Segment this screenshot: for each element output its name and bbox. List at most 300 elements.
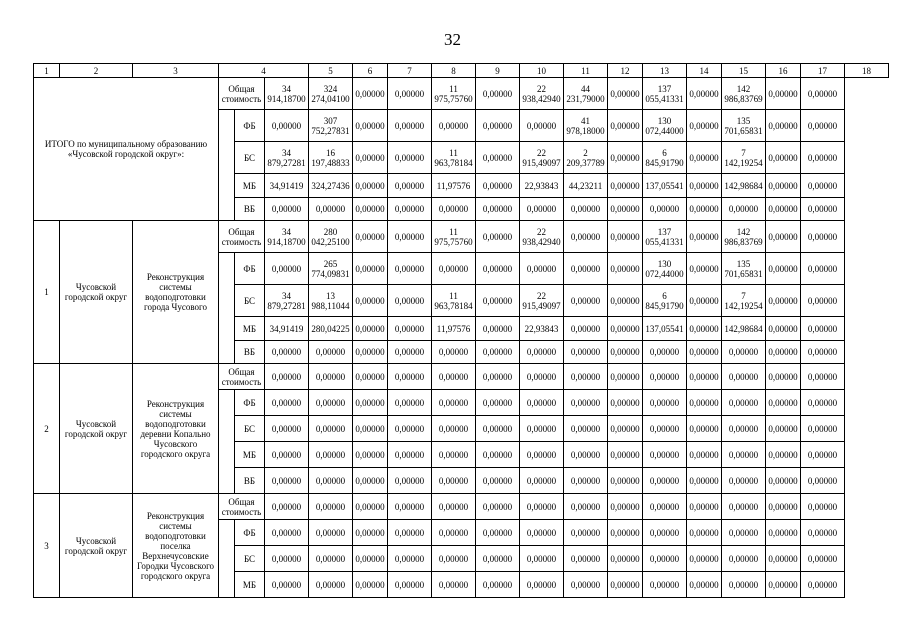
header-cell: 7 bbox=[388, 64, 432, 78]
value-cell: 0,00000 bbox=[388, 78, 432, 110]
value-cell: 0,00000 bbox=[766, 78, 801, 110]
value-cell: 0,00000 bbox=[476, 253, 520, 285]
value-cell: 0,00000 bbox=[722, 364, 766, 390]
value-cell: 0,00000 bbox=[476, 341, 520, 364]
value-cell: 0,00000 bbox=[608, 442, 643, 468]
value-cell: 0,00000 bbox=[766, 317, 801, 341]
header-cell: 13 bbox=[643, 64, 687, 78]
value-cell: 0,00000 bbox=[388, 390, 432, 416]
value-cell: 130 072,44000 bbox=[643, 253, 687, 285]
value-cell: 0,00000 bbox=[766, 198, 801, 221]
source-label: МБ bbox=[235, 572, 265, 598]
source-label: БС bbox=[235, 546, 265, 572]
value-cell: 137,05541 bbox=[643, 174, 687, 198]
value-cell: 0,00000 bbox=[766, 110, 801, 142]
value-cell: 0,00000 bbox=[564, 285, 608, 317]
value-cell: 0,00000 bbox=[476, 142, 520, 174]
including-label bbox=[219, 253, 235, 364]
header-cell: 6 bbox=[353, 64, 388, 78]
value-cell: 0,00000 bbox=[722, 442, 766, 468]
value-cell: 0,00000 bbox=[353, 442, 388, 468]
value-cell: 34 879,27281 bbox=[265, 285, 309, 317]
value-cell: 0,00000 bbox=[766, 341, 801, 364]
value-cell: 0,00000 bbox=[353, 416, 388, 442]
value-cell: 0,00000 bbox=[687, 520, 722, 546]
page-number: 32 bbox=[444, 30, 461, 49]
value-cell: 0,00000 bbox=[353, 468, 388, 494]
value-cell: 0,00000 bbox=[564, 416, 608, 442]
value-cell: 0,00000 bbox=[520, 494, 564, 520]
header-cell: 10 bbox=[520, 64, 564, 78]
value-cell: 0,00000 bbox=[801, 390, 845, 416]
value-cell: 0,00000 bbox=[564, 317, 608, 341]
value-cell: 0,00000 bbox=[608, 390, 643, 416]
value-cell: 0,00000 bbox=[766, 572, 801, 598]
value-cell: 142 986,83769 bbox=[722, 78, 766, 110]
value-cell: 130 072,44000 bbox=[643, 110, 687, 142]
source-label: ВБ bbox=[235, 341, 265, 364]
value-cell: 0,00000 bbox=[608, 142, 643, 174]
header-cell: 2 bbox=[60, 64, 133, 78]
value-cell: 0,00000 bbox=[608, 572, 643, 598]
value-cell: 0,00000 bbox=[801, 572, 845, 598]
value-cell: 0,00000 bbox=[643, 572, 687, 598]
value-cell: 0,00000 bbox=[608, 416, 643, 442]
value-cell: 0,00000 bbox=[608, 78, 643, 110]
value-cell: 0,00000 bbox=[353, 285, 388, 317]
value-cell: 11 975,75760 bbox=[432, 78, 476, 110]
value-cell: 0,00000 bbox=[801, 520, 845, 546]
value-cell: 0,00000 bbox=[564, 468, 608, 494]
value-cell: 0,00000 bbox=[520, 572, 564, 598]
value-cell: 0,00000 bbox=[432, 110, 476, 142]
value-cell: 0,00000 bbox=[608, 364, 643, 390]
object-name: Реконструкция системы водоподготовки деревни Копально Чусовского городского округа bbox=[133, 364, 219, 494]
header-cell: 1 bbox=[34, 64, 60, 78]
value-cell: 0,00000 bbox=[265, 341, 309, 364]
value-cell: 0,00000 bbox=[388, 442, 432, 468]
value-cell: 137 055,41331 bbox=[643, 221, 687, 253]
value-cell: 0,00000 bbox=[388, 253, 432, 285]
value-cell: 0,00000 bbox=[687, 142, 722, 174]
header-cell: 18 bbox=[845, 64, 889, 78]
value-cell: 0,00000 bbox=[353, 110, 388, 142]
value-cell: 0,00000 bbox=[520, 198, 564, 221]
value-cell: 0,00000 bbox=[643, 364, 687, 390]
value-cell: 135 701,65831 bbox=[722, 110, 766, 142]
value-cell: 22,93843 bbox=[520, 317, 564, 341]
value-cell: 0,00000 bbox=[309, 546, 353, 572]
value-cell: 0,00000 bbox=[564, 494, 608, 520]
value-cell: 0,00000 bbox=[388, 285, 432, 317]
value-cell: 0,00000 bbox=[766, 520, 801, 546]
value-cell: 0,00000 bbox=[643, 416, 687, 442]
value-cell: 0,00000 bbox=[687, 546, 722, 572]
value-cell: 0,00000 bbox=[432, 468, 476, 494]
value-cell: 0,00000 bbox=[564, 546, 608, 572]
value-cell: 0,00000 bbox=[643, 198, 687, 221]
value-cell: 0,00000 bbox=[353, 198, 388, 221]
value-cell: 0,00000 bbox=[564, 520, 608, 546]
value-cell: 0,00000 bbox=[687, 317, 722, 341]
source-label: ФБ bbox=[235, 390, 265, 416]
value-cell: 0,00000 bbox=[432, 494, 476, 520]
value-cell: 0,00000 bbox=[353, 341, 388, 364]
total-cost-label: Общая стоимость bbox=[219, 78, 265, 110]
value-cell: 0,00000 bbox=[722, 416, 766, 442]
value-cell: 0,00000 bbox=[388, 341, 432, 364]
value-cell: 0,00000 bbox=[722, 390, 766, 416]
value-cell: 0,00000 bbox=[476, 285, 520, 317]
value-cell: 0,00000 bbox=[309, 494, 353, 520]
value-cell: 0,00000 bbox=[309, 198, 353, 221]
source-label: ВБ bbox=[235, 198, 265, 221]
value-cell: 0,00000 bbox=[520, 253, 564, 285]
value-cell: 0,00000 bbox=[801, 364, 845, 390]
value-cell: 0,00000 bbox=[608, 221, 643, 253]
value-cell: 280,04225 bbox=[309, 317, 353, 341]
value-cell: 0,00000 bbox=[432, 390, 476, 416]
value-cell: 0,00000 bbox=[687, 572, 722, 598]
source-label: ВБ bbox=[235, 468, 265, 494]
value-cell: 0,00000 bbox=[476, 416, 520, 442]
value-cell: 0,00000 bbox=[608, 253, 643, 285]
object-name: Реконструкция системы водоподготовки поселка Верхнечусовские Городки Чусовского городского округа bbox=[133, 494, 219, 598]
value-cell: 0,00000 bbox=[476, 198, 520, 221]
value-cell: 265 774,09831 bbox=[309, 253, 353, 285]
value-cell: 0,00000 bbox=[432, 572, 476, 598]
value-cell: 0,00000 bbox=[564, 221, 608, 253]
header-cell: 15 bbox=[722, 64, 766, 78]
value-cell: 0,00000 bbox=[476, 520, 520, 546]
value-cell: 34 914,18700 bbox=[265, 78, 309, 110]
value-cell: 0,00000 bbox=[476, 317, 520, 341]
value-cell: 0,00000 bbox=[388, 546, 432, 572]
value-cell: 0,00000 bbox=[687, 494, 722, 520]
value-cell: 22,93843 bbox=[520, 174, 564, 198]
source-label: МБ bbox=[235, 442, 265, 468]
value-cell: 142,98684 bbox=[722, 317, 766, 341]
value-cell: 0,00000 bbox=[687, 416, 722, 442]
header-cell: 12 bbox=[608, 64, 643, 78]
value-cell: 0,00000 bbox=[476, 110, 520, 142]
value-cell: 34 879,27281 bbox=[265, 142, 309, 174]
value-cell: 0,00000 bbox=[265, 253, 309, 285]
value-cell: 0,00000 bbox=[801, 416, 845, 442]
total-title: ИТОГО по муниципальному образованию «Чусовской городской округ»: bbox=[34, 78, 219, 221]
value-cell: 0,00000 bbox=[353, 364, 388, 390]
value-cell: 0,00000 bbox=[766, 174, 801, 198]
value-cell: 0,00000 bbox=[388, 110, 432, 142]
value-cell: 0,00000 bbox=[722, 546, 766, 572]
header-cell: 5 bbox=[309, 64, 353, 78]
item-number: 2 bbox=[34, 364, 60, 494]
value-cell: 0,00000 bbox=[801, 317, 845, 341]
value-cell: 0,00000 bbox=[766, 442, 801, 468]
value-cell: 0,00000 bbox=[608, 285, 643, 317]
value-cell: 0,00000 bbox=[476, 364, 520, 390]
value-cell: 0,00000 bbox=[265, 390, 309, 416]
value-cell: 0,00000 bbox=[265, 572, 309, 598]
value-cell: 0,00000 bbox=[353, 520, 388, 546]
value-cell: 0,00000 bbox=[643, 520, 687, 546]
value-cell: 34,91419 bbox=[265, 174, 309, 198]
district-name: Чусовской городской округ bbox=[60, 494, 133, 598]
table-row-cost bbox=[34, 364, 889, 390]
value-cell: 0,00000 bbox=[520, 546, 564, 572]
including-label bbox=[219, 390, 235, 494]
value-cell: 0,00000 bbox=[801, 110, 845, 142]
value-cell: 0,00000 bbox=[643, 546, 687, 572]
value-cell: 0,00000 bbox=[687, 198, 722, 221]
value-cell: 0,00000 bbox=[766, 468, 801, 494]
value-cell: 0,00000 bbox=[265, 468, 309, 494]
value-cell: 0,00000 bbox=[608, 317, 643, 341]
value-cell: 0,00000 bbox=[520, 364, 564, 390]
value-cell: 0,00000 bbox=[608, 494, 643, 520]
value-cell: 0,00000 bbox=[520, 468, 564, 494]
value-cell: 0,00000 bbox=[388, 520, 432, 546]
value-cell: 0,00000 bbox=[564, 572, 608, 598]
value-cell: 0,00000 bbox=[520, 341, 564, 364]
value-cell: 0,00000 bbox=[476, 78, 520, 110]
value-cell: 0,00000 bbox=[388, 317, 432, 341]
value-cell: 0,00000 bbox=[687, 468, 722, 494]
value-cell: 0,00000 bbox=[353, 142, 388, 174]
header-cell: 8 bbox=[432, 64, 476, 78]
header-cell: 4 bbox=[219, 64, 309, 78]
value-cell: 0,00000 bbox=[801, 546, 845, 572]
value-cell: 22 915,49097 bbox=[520, 142, 564, 174]
value-cell: 0,00000 bbox=[520, 110, 564, 142]
value-cell: 135 701,65831 bbox=[722, 253, 766, 285]
value-cell: 324,27436 bbox=[309, 174, 353, 198]
value-cell: 0,00000 bbox=[353, 253, 388, 285]
source-label: ФБ bbox=[235, 110, 265, 142]
source-label: БС bbox=[235, 285, 265, 317]
value-cell: 0,00000 bbox=[801, 78, 845, 110]
budget-table bbox=[33, 63, 889, 598]
value-cell: 13 988,11044 bbox=[309, 285, 353, 317]
value-cell: 34,91419 bbox=[265, 317, 309, 341]
value-cell: 0,00000 bbox=[388, 364, 432, 390]
value-cell: 0,00000 bbox=[564, 253, 608, 285]
value-cell: 0,00000 bbox=[643, 442, 687, 468]
value-cell: 22 938,42940 bbox=[520, 78, 564, 110]
value-cell: 0,00000 bbox=[476, 468, 520, 494]
value-cell: 0,00000 bbox=[801, 221, 845, 253]
table-row-cost bbox=[34, 78, 889, 110]
value-cell: 0,00000 bbox=[564, 364, 608, 390]
value-cell: 0,00000 bbox=[265, 198, 309, 221]
value-cell: 0,00000 bbox=[801, 174, 845, 198]
district-name: Чусовской городской округ bbox=[60, 364, 133, 494]
total-cost-label: Общая стоимость bbox=[219, 221, 265, 253]
value-cell: 0,00000 bbox=[801, 142, 845, 174]
value-cell: 0,00000 bbox=[722, 468, 766, 494]
value-cell: 0,00000 bbox=[388, 198, 432, 221]
value-cell: 0,00000 bbox=[687, 341, 722, 364]
value-cell: 0,00000 bbox=[608, 520, 643, 546]
value-cell: 11 963,78184 bbox=[432, 285, 476, 317]
value-cell: 0,00000 bbox=[353, 494, 388, 520]
value-cell: 0,00000 bbox=[353, 572, 388, 598]
value-cell: 0,00000 bbox=[801, 442, 845, 468]
value-cell: 11 963,78184 bbox=[432, 142, 476, 174]
source-label: ФБ bbox=[235, 520, 265, 546]
value-cell: 0,00000 bbox=[476, 174, 520, 198]
source-label: БС bbox=[235, 416, 265, 442]
value-cell: 0,00000 bbox=[476, 494, 520, 520]
value-cell: 34 914,18700 bbox=[265, 221, 309, 253]
header-cell: 17 bbox=[801, 64, 845, 78]
value-cell: 0,00000 bbox=[801, 285, 845, 317]
value-cell: 0,00000 bbox=[432, 520, 476, 546]
value-cell: 0,00000 bbox=[265, 110, 309, 142]
value-cell: 0,00000 bbox=[722, 494, 766, 520]
value-cell: 44 231,79000 bbox=[564, 78, 608, 110]
value-cell: 0,00000 bbox=[476, 221, 520, 253]
value-cell: 11,97576 bbox=[432, 174, 476, 198]
table-row-cost bbox=[34, 221, 889, 253]
value-cell: 0,00000 bbox=[766, 285, 801, 317]
value-cell: 6 845,91790 bbox=[643, 142, 687, 174]
value-cell: 0,00000 bbox=[476, 442, 520, 468]
district-name: Чусовской городской округ bbox=[60, 221, 133, 364]
value-cell: 22 915,49097 bbox=[520, 285, 564, 317]
header-row bbox=[34, 64, 889, 78]
value-cell: 7 142,19254 bbox=[722, 285, 766, 317]
value-cell: 6 845,91790 bbox=[643, 285, 687, 317]
table-row-cost bbox=[34, 494, 889, 520]
value-cell: 41 978,18000 bbox=[564, 110, 608, 142]
value-cell: 0,00000 bbox=[801, 494, 845, 520]
value-cell: 0,00000 bbox=[309, 416, 353, 442]
value-cell: 0,00000 bbox=[722, 198, 766, 221]
value-cell: 0,00000 bbox=[801, 253, 845, 285]
value-cell: 0,00000 bbox=[643, 494, 687, 520]
total-cost-label: Общая стоимость bbox=[219, 494, 265, 520]
value-cell: 0,00000 bbox=[309, 364, 353, 390]
value-cell: 0,00000 bbox=[353, 546, 388, 572]
value-cell: 0,00000 bbox=[353, 317, 388, 341]
table-body bbox=[34, 64, 889, 598]
value-cell: 0,00000 bbox=[564, 442, 608, 468]
value-cell: 0,00000 bbox=[432, 198, 476, 221]
value-cell: 0,00000 bbox=[608, 198, 643, 221]
header-cell: 11 bbox=[564, 64, 608, 78]
value-cell: 0,00000 bbox=[722, 520, 766, 546]
value-cell: 0,00000 bbox=[432, 364, 476, 390]
value-cell: 0,00000 bbox=[353, 78, 388, 110]
value-cell: 0,00000 bbox=[476, 546, 520, 572]
value-cell: 0,00000 bbox=[309, 520, 353, 546]
value-cell: 0,00000 bbox=[388, 468, 432, 494]
header-cell: 16 bbox=[766, 64, 801, 78]
value-cell: 0,00000 bbox=[801, 198, 845, 221]
value-cell: 0,00000 bbox=[766, 364, 801, 390]
header-cell: 3 bbox=[133, 64, 219, 78]
value-cell: 0,00000 bbox=[432, 546, 476, 572]
source-label: МБ bbox=[235, 174, 265, 198]
value-cell: 22 938,42940 bbox=[520, 221, 564, 253]
value-cell: 307 752,27831 bbox=[309, 110, 353, 142]
value-cell: 0,00000 bbox=[766, 221, 801, 253]
value-cell: 44,23211 bbox=[564, 174, 608, 198]
value-cell: 0,00000 bbox=[766, 390, 801, 416]
value-cell: 0,00000 bbox=[608, 341, 643, 364]
value-cell: 137 055,41331 bbox=[643, 78, 687, 110]
value-cell: 0,00000 bbox=[643, 468, 687, 494]
object-name: Реконструкция системы водоподготовки города Чусового bbox=[133, 221, 219, 364]
value-cell: 0,00000 bbox=[687, 78, 722, 110]
value-cell: 0,00000 bbox=[687, 442, 722, 468]
value-cell: 0,00000 bbox=[687, 221, 722, 253]
value-cell: 0,00000 bbox=[353, 174, 388, 198]
value-cell: 0,00000 bbox=[265, 546, 309, 572]
value-cell: 0,00000 bbox=[265, 442, 309, 468]
value-cell: 0,00000 bbox=[388, 494, 432, 520]
value-cell: 142,98684 bbox=[722, 174, 766, 198]
value-cell: 0,00000 bbox=[388, 416, 432, 442]
value-cell: 0,00000 bbox=[766, 494, 801, 520]
source-label: МБ bbox=[235, 317, 265, 341]
value-cell: 0,00000 bbox=[801, 341, 845, 364]
value-cell: 0,00000 bbox=[432, 442, 476, 468]
value-cell: 0,00000 bbox=[564, 341, 608, 364]
value-cell: 0,00000 bbox=[309, 442, 353, 468]
value-cell: 0,00000 bbox=[353, 221, 388, 253]
value-cell: 0,00000 bbox=[309, 572, 353, 598]
item-number: 3 bbox=[34, 494, 60, 598]
item-number: 1 bbox=[34, 221, 60, 364]
value-cell: 0,00000 bbox=[309, 341, 353, 364]
value-cell: 0,00000 bbox=[643, 341, 687, 364]
value-cell: 324 274,04100 bbox=[309, 78, 353, 110]
value-cell: 280 042,25100 bbox=[309, 221, 353, 253]
value-cell: 0,00000 bbox=[432, 341, 476, 364]
value-cell: 0,00000 bbox=[265, 416, 309, 442]
value-cell: 142 986,83769 bbox=[722, 221, 766, 253]
value-cell: 0,00000 bbox=[520, 442, 564, 468]
value-cell: 137,05541 bbox=[643, 317, 687, 341]
value-cell: 0,00000 bbox=[388, 221, 432, 253]
value-cell: 0,00000 bbox=[687, 174, 722, 198]
value-cell: 0,00000 bbox=[766, 142, 801, 174]
value-cell: 7 142,19254 bbox=[722, 142, 766, 174]
value-cell: 0,00000 bbox=[722, 341, 766, 364]
including-label bbox=[219, 520, 235, 598]
value-cell: 0,00000 bbox=[353, 390, 388, 416]
value-cell: 0,00000 bbox=[388, 572, 432, 598]
value-cell: 11 975,75760 bbox=[432, 221, 476, 253]
header-cell: 14 bbox=[687, 64, 722, 78]
value-cell: 0,00000 bbox=[687, 390, 722, 416]
value-cell: 0,00000 bbox=[520, 416, 564, 442]
value-cell: 0,00000 bbox=[608, 546, 643, 572]
value-cell: 0,00000 bbox=[432, 253, 476, 285]
value-cell: 0,00000 bbox=[766, 546, 801, 572]
source-label: БС bbox=[235, 142, 265, 174]
value-cell: 0,00000 bbox=[687, 253, 722, 285]
value-cell: 11,97576 bbox=[432, 317, 476, 341]
value-cell: 0,00000 bbox=[608, 468, 643, 494]
value-cell: 0,00000 bbox=[687, 110, 722, 142]
value-cell: 0,00000 bbox=[265, 364, 309, 390]
value-cell: 0,00000 bbox=[564, 198, 608, 221]
header-cell: 9 bbox=[476, 64, 520, 78]
value-cell: 0,00000 bbox=[801, 468, 845, 494]
